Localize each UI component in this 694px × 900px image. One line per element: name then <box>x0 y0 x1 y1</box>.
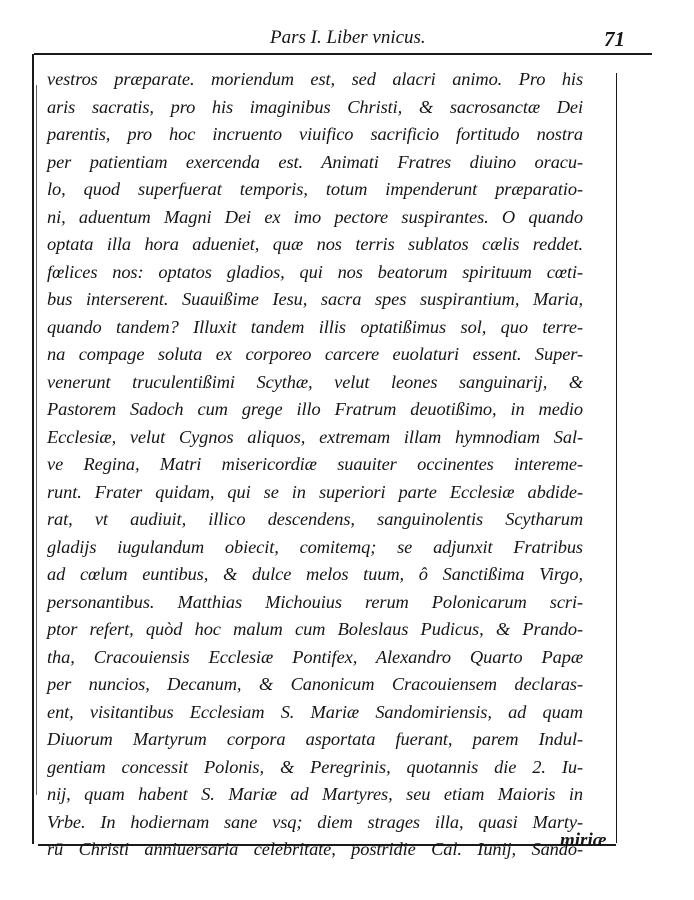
text-line: gladijs iugulandum obiecit, comitemq; se adjunxit Fratribus <box>47 536 583 557</box>
text-line: rū Christi anniuersaria celebritate, postridie Cal. Iunij, Sando- <box>47 839 583 859</box>
left-inner-rule <box>36 85 37 795</box>
text-line: ve Regina, Matri misericordiæ suauiter occinentes intereme- <box>47 454 583 474</box>
text-line: runt. Frater quidam, qui se in superiori parte Ecclesiæ abdide- <box>47 481 583 502</box>
text-line: per patientiam exercenda est. Animati Fratres diuino oracu- <box>47 151 583 172</box>
text-body <box>47 66 583 864</box>
text-line: per nuncios, Decanum, & Canonicum Cracouiensem declaras- <box>47 674 583 694</box>
text-line: vestros præparate. moriendum est, sed alacri animo. Pro his <box>47 69 583 89</box>
text-line: ptor refert, quòd hoc malum cum Boleslaus Pudicus, & Prando- <box>47 619 583 639</box>
text-line: gentiam concessit Polonis, & Peregrinis, quotannis die 2. Iu- <box>47 756 583 777</box>
text-line: lo, quod superfuerat temporis, totum impenderunt præparatio- <box>47 179 583 199</box>
left-rule <box>32 54 34 844</box>
text-line: parentis, pro hoc incruento viuifico sacrificio fortitudo nostra <box>47 124 583 144</box>
text-line: quando tandem? Illuxit tandem illis optatißimus sol, quo terre- <box>47 316 583 337</box>
text-line: rat, vt audiuit, illico descendens, sanguinolentis Scytharum <box>47 509 583 529</box>
text-line: ni, aduentum Magni Dei ex imo pectore suspirantes. O quando <box>47 206 583 227</box>
text-line: aris sacratis, pro his imaginibus Christi, & sacrosanctæ Dei <box>47 96 583 117</box>
text-line: nij, quam habent S. Mariæ ad Martyres, seu etiam Maioris in <box>47 784 583 804</box>
page-number: 71 <box>604 27 625 51</box>
catchword: miriæ <box>560 830 607 851</box>
text-line: optata illa hora adueniet, quæ nos terris sublatos cælis reddet. <box>47 234 583 254</box>
text-line: Diuorum Martyrum corpora asportata fuerant, parem Indul- <box>47 729 583 749</box>
text-line: tha, Cracouiensis Ecclesiæ Pontifex, Alexandro Quarto Papæ <box>47 646 583 667</box>
running-title: Pars I. Liber vnicus. <box>270 27 426 48</box>
text-line: personantibus. Matthias Michouius rerum Polonicarum scri- <box>47 591 583 612</box>
text-line: Vrbe. In hodiernam sane vsq; diem strages illa, quasi Marty- <box>47 811 583 832</box>
text-line: Pastorem Sadoch cum grege illo Fratrum deuotißimo, in medio <box>47 399 583 419</box>
text-line: ad cœlum euntibus, & dulce melos tuum, ô Sanctißima Virgo, <box>47 564 583 584</box>
right-rule <box>616 73 617 843</box>
text-line: na compage soluta ex corporeo carcere euolaturi essent. Super- <box>47 344 583 364</box>
text-line: ent, visitantibus Ecclesiam S. Mariæ Sandomiriensis, ad quam <box>47 701 583 722</box>
top-rule <box>34 53 652 55</box>
text-line: venerunt truculentißimi Scythæ, velut leones sanguinarij, & <box>47 371 583 392</box>
text-line: bus interserent. Suauißime Iesu, sacra spes suspirantium, Maria, <box>47 289 583 309</box>
text-line: fœlices nos: optatos gladios, qui nos beatorum spirituum cœti- <box>47 261 583 282</box>
text-line: Ecclesiæ, velut Cygnos aliquos, extremam illam hymnodiam Sal- <box>47 426 583 447</box>
